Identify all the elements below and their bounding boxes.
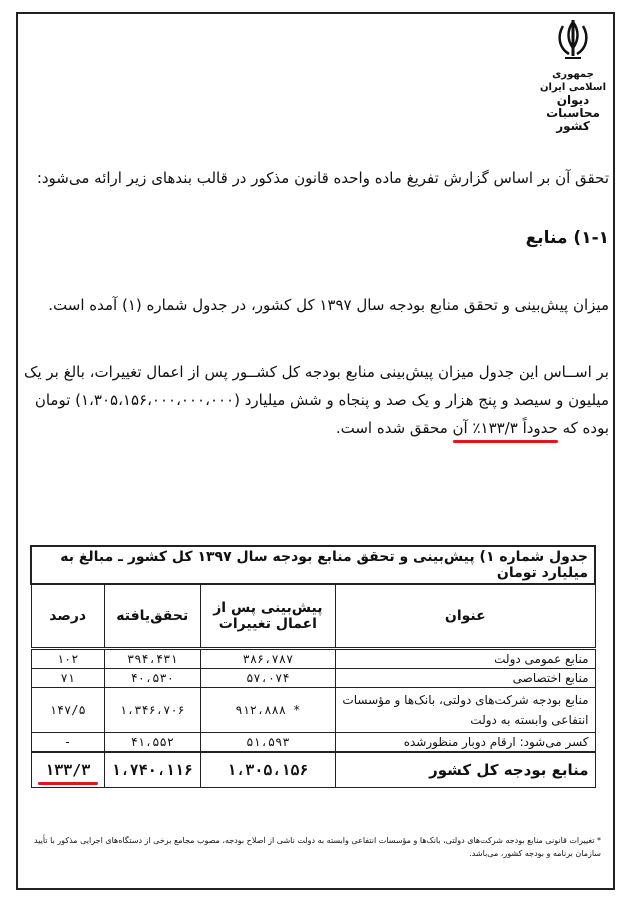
row-realized: ۴۱،۵۵۲ [104, 733, 200, 753]
row-forecast: ۵۷،۰۷۴ [200, 669, 335, 688]
summary-line-3 [22, 414, 609, 442]
row-realized: ۱،۳۴۶،۷۰۶ [104, 688, 200, 733]
row-realized: ۳۹۴،۴۳۱ [104, 649, 200, 669]
total-forecast: ۱،۳۰۵،۱۵۶ [200, 752, 335, 788]
highlighted-percentage: حدوداً ۱۳۳/۳٪ آن [452, 419, 558, 437]
row-forecast: ۵۱،۵۹۳ [200, 733, 335, 753]
row-title: منابع اختصاصی [336, 669, 595, 688]
row-title: منابع عمومی دولت [336, 649, 595, 669]
summary-line-2: میلیون و سیصد و پنج هزار و یک صد و پنجاه و شش میلیارد (۱،۳۰۵،۱۵۶،۰۰۰،۰۰۰،۰۰۰) تومان [34, 391, 609, 409]
table-row [31, 669, 595, 688]
row-percent: ۱۴۷/۵ [31, 688, 104, 733]
total-percent: ۱۳۳/۳ [31, 752, 104, 788]
total-title: منابع بودجه کل کشور [336, 752, 595, 788]
row-realized: ۴۰،۵۳۰ [104, 669, 200, 688]
table-header-row [31, 584, 595, 649]
row-percent: ۷۱ [31, 669, 104, 688]
row-title: کسر می‌شود: ارقام دوبار منظورشده [336, 733, 595, 753]
summary-line-3-start: بوده که [557, 419, 609, 437]
table-row [31, 733, 595, 753]
org-line-1: جمهوری اسلامی ایران [539, 69, 606, 93]
table-caption: جدول شماره ۱) پیش‌بینی و تحقق منابع بودجه سال ۱۳۹۷ کل کشور ـ مبالغ به میلیارد تومان [31, 546, 595, 584]
table-row [31, 649, 595, 669]
row-forecast: * ۹۱۲،۸۸۸ [200, 688, 335, 733]
table-footnote: * تغییرات قانونی منابع بودجه شرکت‌های دولتی، بانک‌ها و مؤسسات انتفاعی وابسته به دولت ناشی از اصلاح بودجه، مصوب مجامع برخی از دستگاه‌های اجرایی مذکور با تأیید سازمان برنامه و بودجه کشور، می‌باشد. [34, 836, 601, 858]
org-line-2: دیوان محاسبات کشور [546, 93, 600, 133]
row-forecast: ۳۸۶،۷۸۷ [200, 649, 335, 669]
header-percent: درصد [31, 584, 104, 649]
header-title: عنوان [336, 584, 595, 649]
table-total-row [31, 752, 595, 788]
summary-paragraph [22, 358, 609, 442]
table-row [31, 688, 595, 733]
section-heading: ۱-۱) منابع [525, 228, 609, 248]
intro-paragraph: تحقق آن بر اساس گزارش تفریغ ماده واحده قانون مذکور در قالب بندهای زیر ارائه می‌شود: [36, 169, 609, 187]
header-realized: تحقق‌یافته [104, 584, 200, 649]
row-percent: - [31, 733, 104, 753]
header-forecast: پیش‌بینی پس از اعمال تغییرات [200, 584, 335, 649]
iran-emblem-icon [553, 18, 593, 64]
row-title: منابع بودجه شرکت‌های دولتی، بانک‌ها و مؤسسات انتفاعی وابسته به دولت [336, 688, 595, 733]
summary-line-1: بر اســاس این جدول میزان پیش‌بینی منابع بودجه کل کشــور پس از اعمال تغییرات، بالغ بر یک [24, 363, 609, 381]
org-header [533, 18, 613, 133]
budget-table [30, 545, 596, 788]
total-realized: ۱،۷۴۰،۱۱۶ [104, 752, 200, 788]
row-percent: ۱۰۲ [31, 649, 104, 669]
summary-line-3-end: محقق شده است. [335, 419, 453, 437]
forecast-paragraph: میزان پیش‌بینی و تحقق منابع بودجه سال ۱۳۹۷ کل کشور، در جدول شماره (۱) آمده است. [48, 296, 609, 314]
